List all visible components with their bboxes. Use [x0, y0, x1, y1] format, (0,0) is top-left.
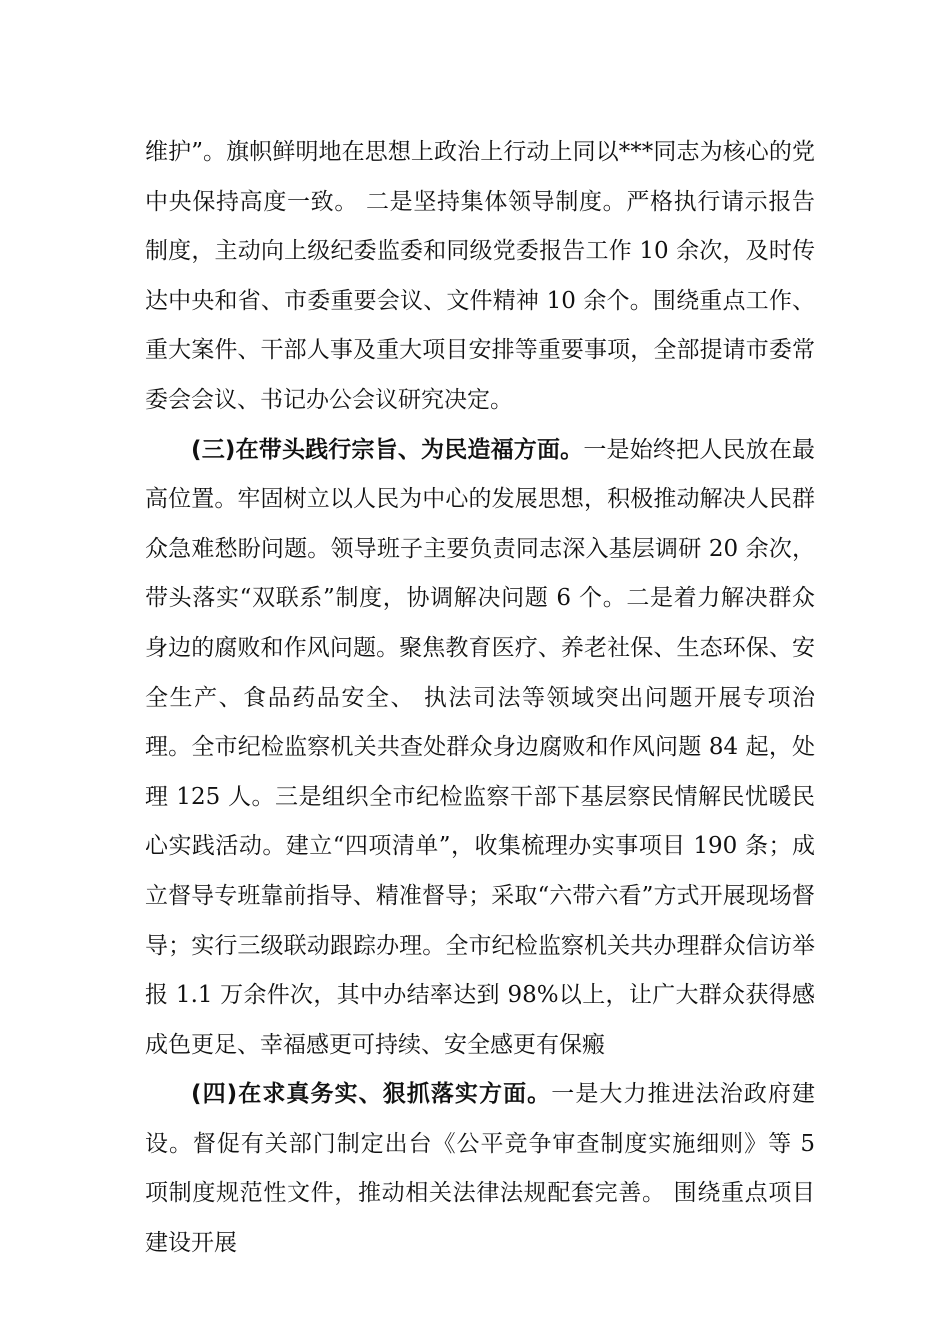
section-4-heading: (四)在求真务实、狠抓落实方面。: [191, 1081, 552, 1108]
paragraph-continuation: 维护”。旗帜鲜明地在思想上政治上行动上同以***同志为核心的党中央保持高度一致。 二是坚持集体领导制度。严格执行请示报告制度，主动向上级纪委监委和同级党委报告工作 10 余次，及时传达中央和省、市委重要会议、文件精神 10 余个。围绕重点工作、重大案件、干部人事及重大项目安排等重要事项，全部提请市委常委会会议、书记办公会议研究决定。: [145, 139, 815, 413]
section-3-heading: (三)在带头践行宗旨、为民造福方面。: [191, 436, 584, 463]
section-4-body: 一是大力推进法治政府建设。督促有关部门制定出台《公平竞争审查制度实施细则》等 5 项制度规范性文件，推动相关法律法规配套完善。 围绕重点项目建设开展: [145, 1081, 816, 1257]
section-3-body: 一是始终把人民放在最高位置。牢固树立以人民为中心的发展思想，积极推动解决人民群众急难愁盼问题。领导班子主要负责同志深入基层调研 20 余次，带头落实“双联系”制度，协调解决问题 6 个。二是着力解决群众身边的腐败和作风问题。聚焦教育医疗、养老社保、生态环保、安全生产、食品药品安全、 执法司法等领域突出问题开展专项治理。全市纪检监察机关共查处群众身边腐败和作风问题 84 起，处理 125 人。三是组织全市纪检监察干部下基层察民情解民忧暖民心实践活动。建立“四项清单”，收集梳理办实事项目 190 条；成立督导专班靠前指导、精准督导；采取“六带六看”方式开展现场督导；实行三级联动跟踪办理。全市纪检监察机关共办理群众信访举报 1.1 万余件次，其中办结率达到 98%以上，让广大群众获得感成色更足、幸福感更可持续、安全感更有保瘢: [145, 436, 816, 1058]
paragraph-section-4: [145, 1070, 815, 1268]
paragraph-section-3: [145, 426, 815, 1071]
document-body: [145, 128, 815, 1269]
